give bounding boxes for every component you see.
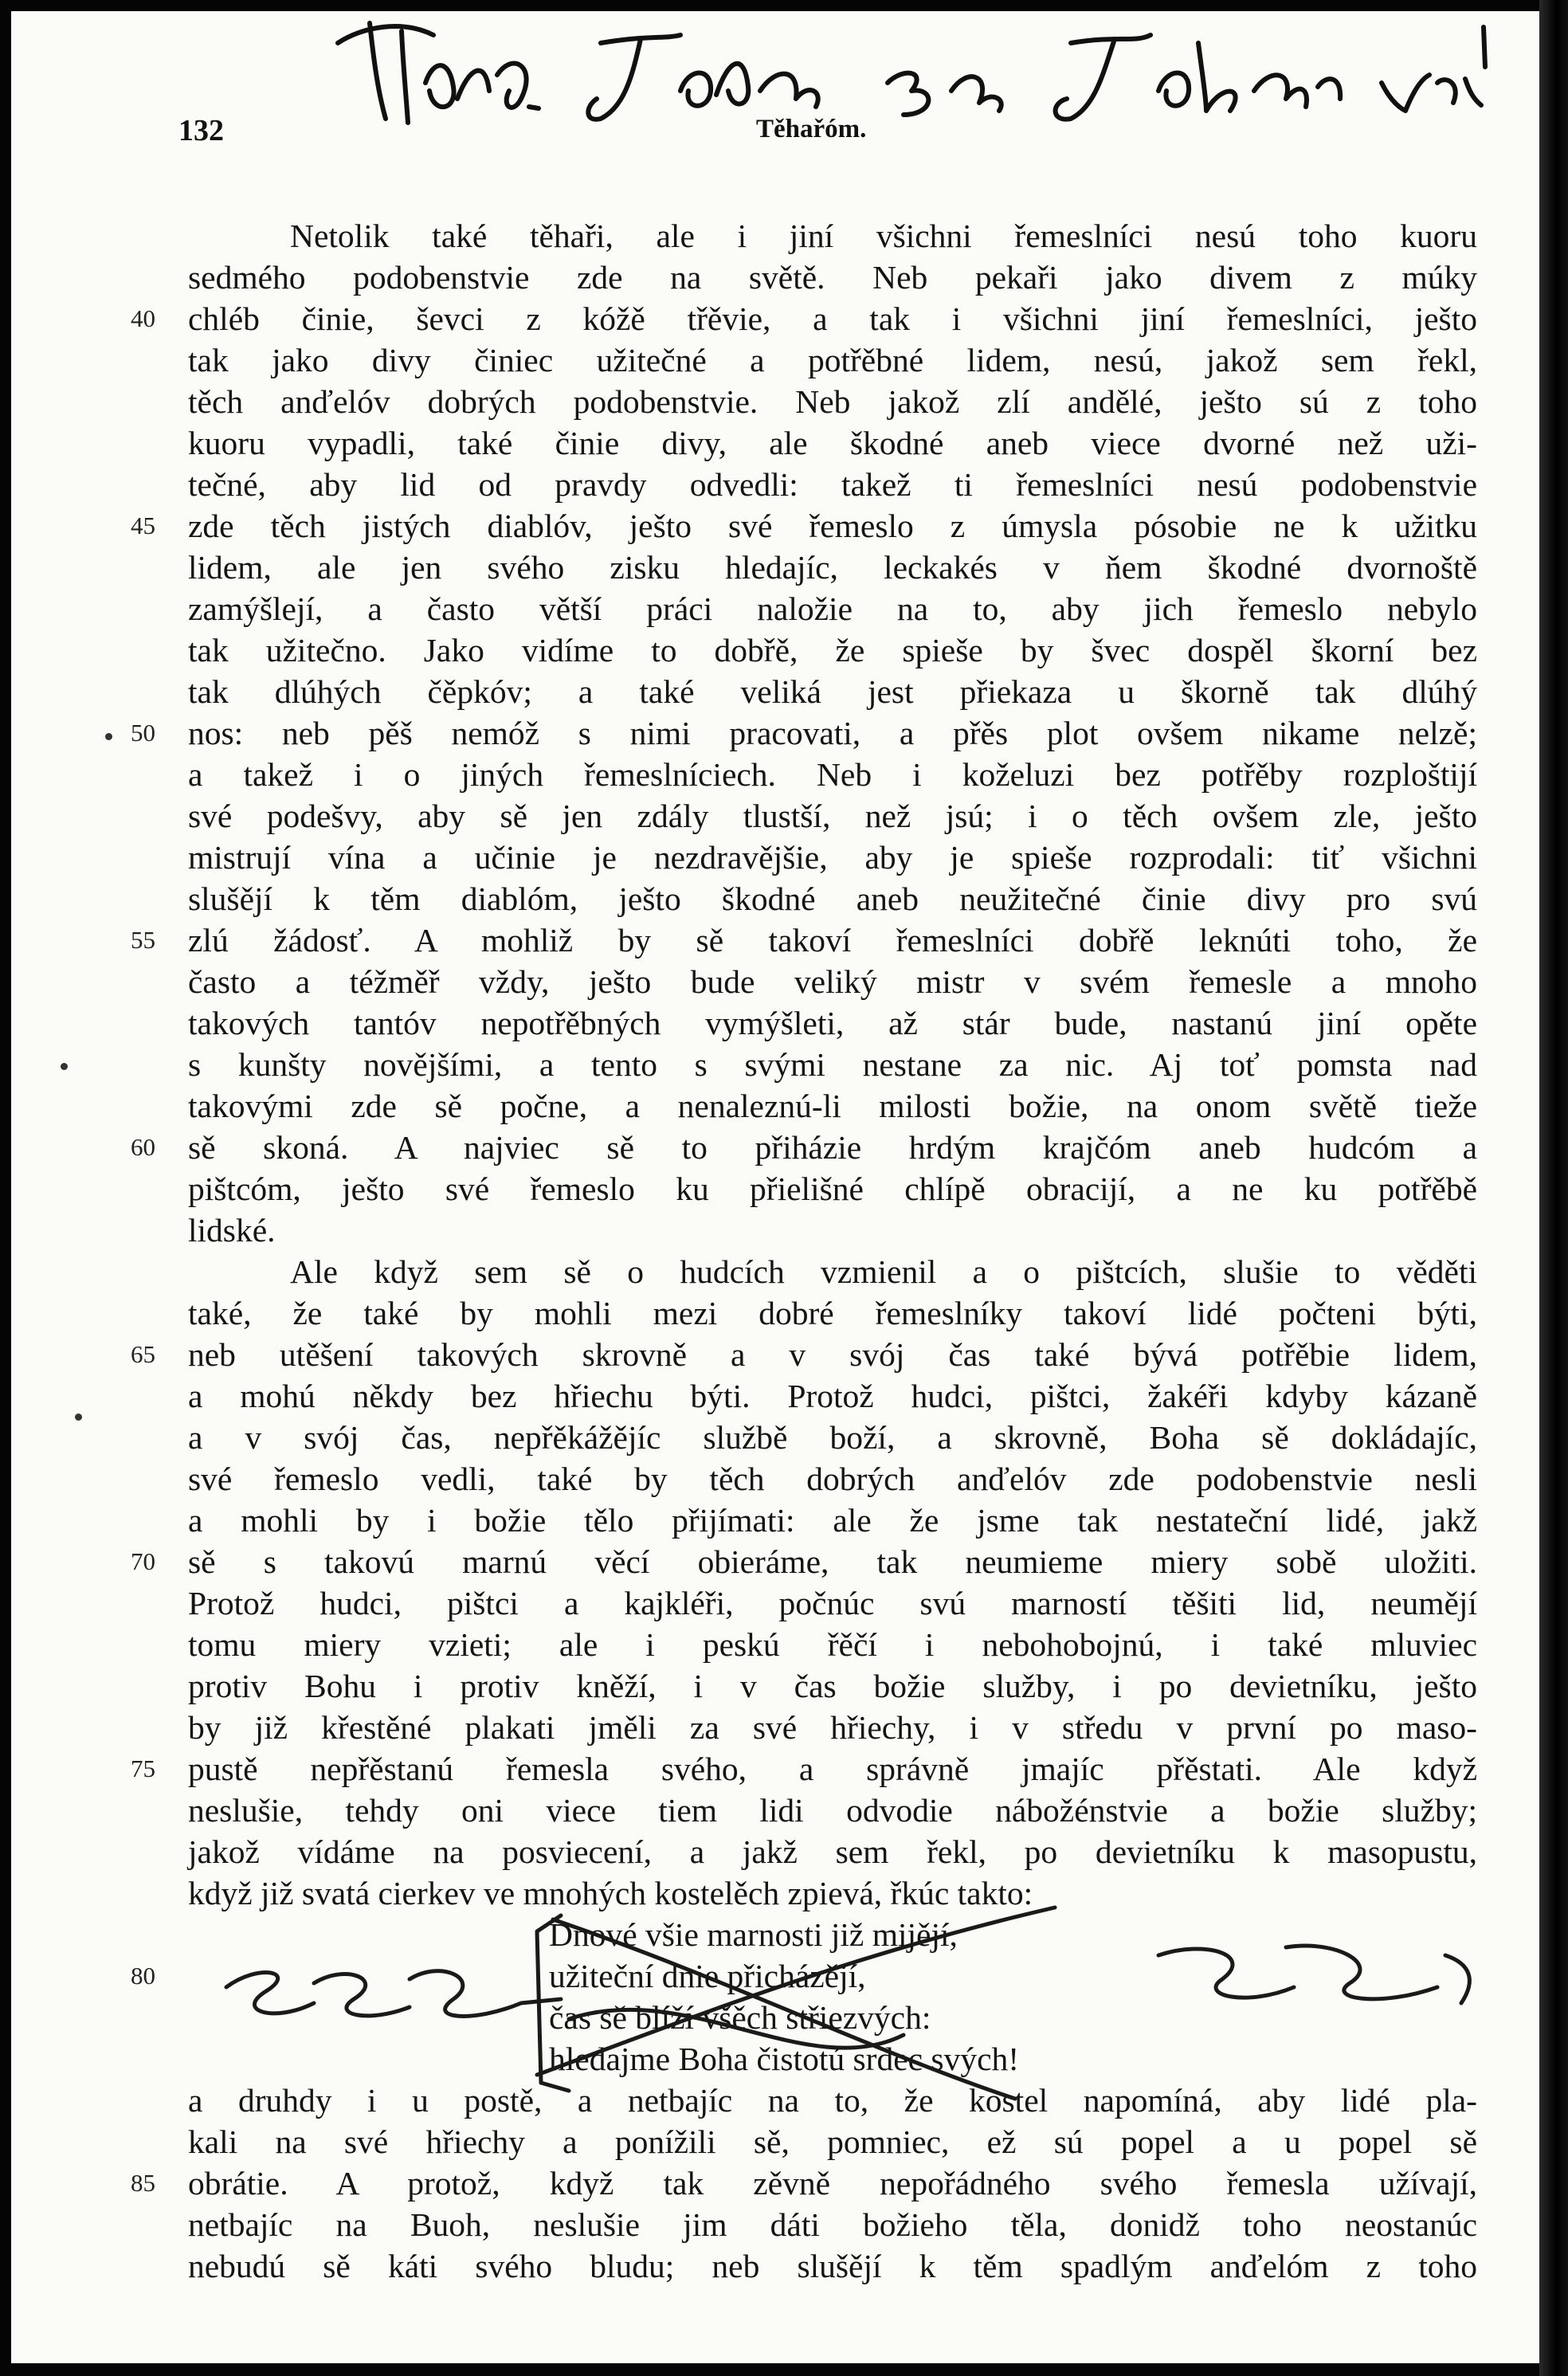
text-line: jakož vídáme na posviecení, a jakž sem řekl, po devietníku k masopustu, [188,1833,1477,1870]
text-line: takovými zde sě počne, a nenaleznú-li milosti božie, na onom světě tieže [188,1088,1477,1124]
margin-speck [61,1063,68,1070]
text-line: obrátie. A protož, když tak zěvně nepořádného svého řemesla užívají, [188,2165,1477,2202]
text-line: protiv Bohu i protiv kněží, i v čas božie služby, i po devietníku, ješto [188,1668,1477,1704]
line-number: 40 [131,304,155,332]
text-line: a mohli by i božie tělo přijímati: ale že jsme tak nestateční lidé, jakž [188,1502,1477,1539]
text-line: také, že také by mohli mezi dobré řemeslníky takoví lidé počteni býti, [188,1295,1477,1331]
text-line: tečné, aby lid od pravdy odvedli: takež ti řemeslníci nesú podobenstvie [188,466,1477,503]
line-number: 85 [131,2169,155,2197]
body-text [11,11,1539,2363]
text-line: lidské. [188,1212,276,1249]
verse-line: Dnové všie marnosti již mijějí, [549,1916,958,1953]
text-line: nos: neb pěš nemóž s nimi pracovati, a přěs plot ovšem nikame nelzě; [188,715,1477,751]
text-line: slušějí k těm diablóm, ješto škodné aneb neužitečné činie divy pro svú [188,880,1477,917]
text-line: zamýšlejí, a často větší práci naložie na to, aby jich řemeslo nebylo [188,590,1477,627]
running-head: Těhařóm. [756,115,867,143]
line-number: 50 [131,719,155,747]
text-line: Ale když sem sě o hudcích vzmienil a o pištcích, slušie to věděti [290,1253,1477,1290]
text-line: neb utěšení takových skrovně a v svój čas také bývá potřěbie lidem, [188,1336,1477,1373]
verse-line: užiteční dnie přicházějí, [549,1958,866,1994]
page-number: 132 [178,114,224,147]
text-line: s kunšty novějšími, a tento s svými nestane za nic. Aj toť pomsta nad [188,1046,1477,1083]
text-line: zlú žádosť. A mohliž by sě takoví řemeslníci dobřě leknúti toho, že [188,922,1477,959]
line-number: 60 [131,1133,155,1161]
text-line: sě skoná. A najviec sě to přiházie hrdým krajčóm aneb hudcóm a [188,1129,1477,1166]
text-line: Netolik také těhaři, ale i jiní všichni řemeslníci nesú toho kuoru [290,218,1477,254]
scan-edge [1539,0,1568,2376]
text-line: tomu miery vzieti; ale i peskú řěčí i nebohobojnú, i také mluviec [188,1626,1477,1663]
text-line: kali na své hřiechy a ponížili sě, pomniec, ež sú popel a u popel sě [188,2123,1477,2160]
text-line: pustě nepřěstanú řemesla svého, a správně jmajíc přěstati. Ale když [188,1751,1477,1787]
line-number: 70 [131,1547,155,1575]
text-line: a druhdy i u postě, a netbajíc na to, že kostel napomíná, aby lidé pla- [188,2082,1477,2119]
line-number: 55 [131,926,155,954]
line-number: 80 [131,1962,155,1990]
text-line: mistrují vína a učinie je nezdravějšie, aby je spieše rozprodali: tiť všichni [188,839,1477,876]
text-line: často a téžměř vždy, ješto bude veliký mistr v svém řemesle a mnoho [188,963,1477,1000]
text-line: by již křestěné plakati jměli za své hřiechy, i v středu v první po maso- [188,1709,1477,1746]
text-line: své podešvy, aby sě jen zdály tlustší, než jsú; i o těch ovšem zle, ješto [188,798,1477,834]
text-line: kuoru vypadli, také činie divy, ale škodné aneb viece dvorné než uži- [188,425,1477,461]
text-line: své řemeslo vedli, také by těch dobrých anďelóv zde podobenstvie nesli [188,1460,1477,1497]
text-line: a mohú někdy bez hřiechu býti. Protož hudci, pištci, žakéři kdyby kázaně [188,1378,1477,1414]
text-line: když již svatá cierkev ve mnohých kostelěch zpievá, řkúc takto: [188,1875,1033,1911]
line-number: 65 [131,1340,155,1368]
text-line: zde těch jistých diablóv, ješto své řemeslo z úmysla pósobie ne k užitku [188,508,1477,544]
text-line: sě s takovú marnú věcí obieráme, tak neumieme miery sobě uložiti. [188,1543,1477,1580]
text-line: a v svój čas, nepřěkážějíc službě boží, a skrovně, Boha sě dokládajíc, [188,1419,1477,1456]
book-page [11,11,1539,2363]
text-line: chléb činie, ševci z kóžě třěvie, a tak i všichni jiní řemeslníci, ješto [188,300,1477,337]
line-number: 75 [131,1755,155,1782]
text-line: sedmého podobenstvie zde na světě. Neb pekaři jako divem z múky [188,259,1477,296]
text-line: Protož hudci, pištci a kajkléři, počnúc svú marností těšiti lid, neumějí [188,1585,1477,1621]
margin-speck [75,1413,82,1421]
text-line: nebudú sě káti svého bludu; neb slušějí k těm spadlým anďelóm z toho [188,2248,1477,2284]
text-line: takových tantóv nepotřěbných vymýšleti, až stár bude, nastanú jiní opěte [188,1005,1477,1041]
text-line: tak užitečno. Jako vidíme to dobřě, že spieše by švec dospěl škorní bez [188,632,1477,668]
text-line: netbajíc na Buoh, neslušie jim dáti božieho těla, donidž toho neostanúc [188,2206,1477,2243]
text-line: a takež i o jiných řemeslníciech. Neb i koželuzi bez potřěby rozploštijí [188,756,1477,793]
text-line: tak dlúhých čěpkóv; a také veliká jest přiekaza u škorně tak dlúhý [188,673,1477,710]
verse-line: hledajme Boha čistotú srdec svých! [549,2041,1020,2077]
text-line: lidem, ale jen svého zisku hledajíc, leckakés v ňem škodné dvornoště [188,549,1477,586]
text-line: tak jako divy činiec užitečné a potřěbné lidem, nesú, jakož sem řekl, [188,342,1477,378]
line-number: 45 [131,512,155,539]
text-line: neslušie, tehdy oni viece tiem lidi odvodie nábožénstvie a božie služby; [188,1792,1477,1829]
text-line: pištcóm, ješto své řemeslo ku přielišné chlípě obracijí, a ne ku potřěbě [188,1170,1477,1207]
margin-speck [105,733,112,740]
text-line: těch anďelóv dobrých podobenstvie. Neb jakož zlí andělé, ješto sú z toho [188,383,1477,420]
verse-line: čas sě blíží všěch střiezvých: [549,1999,931,2036]
